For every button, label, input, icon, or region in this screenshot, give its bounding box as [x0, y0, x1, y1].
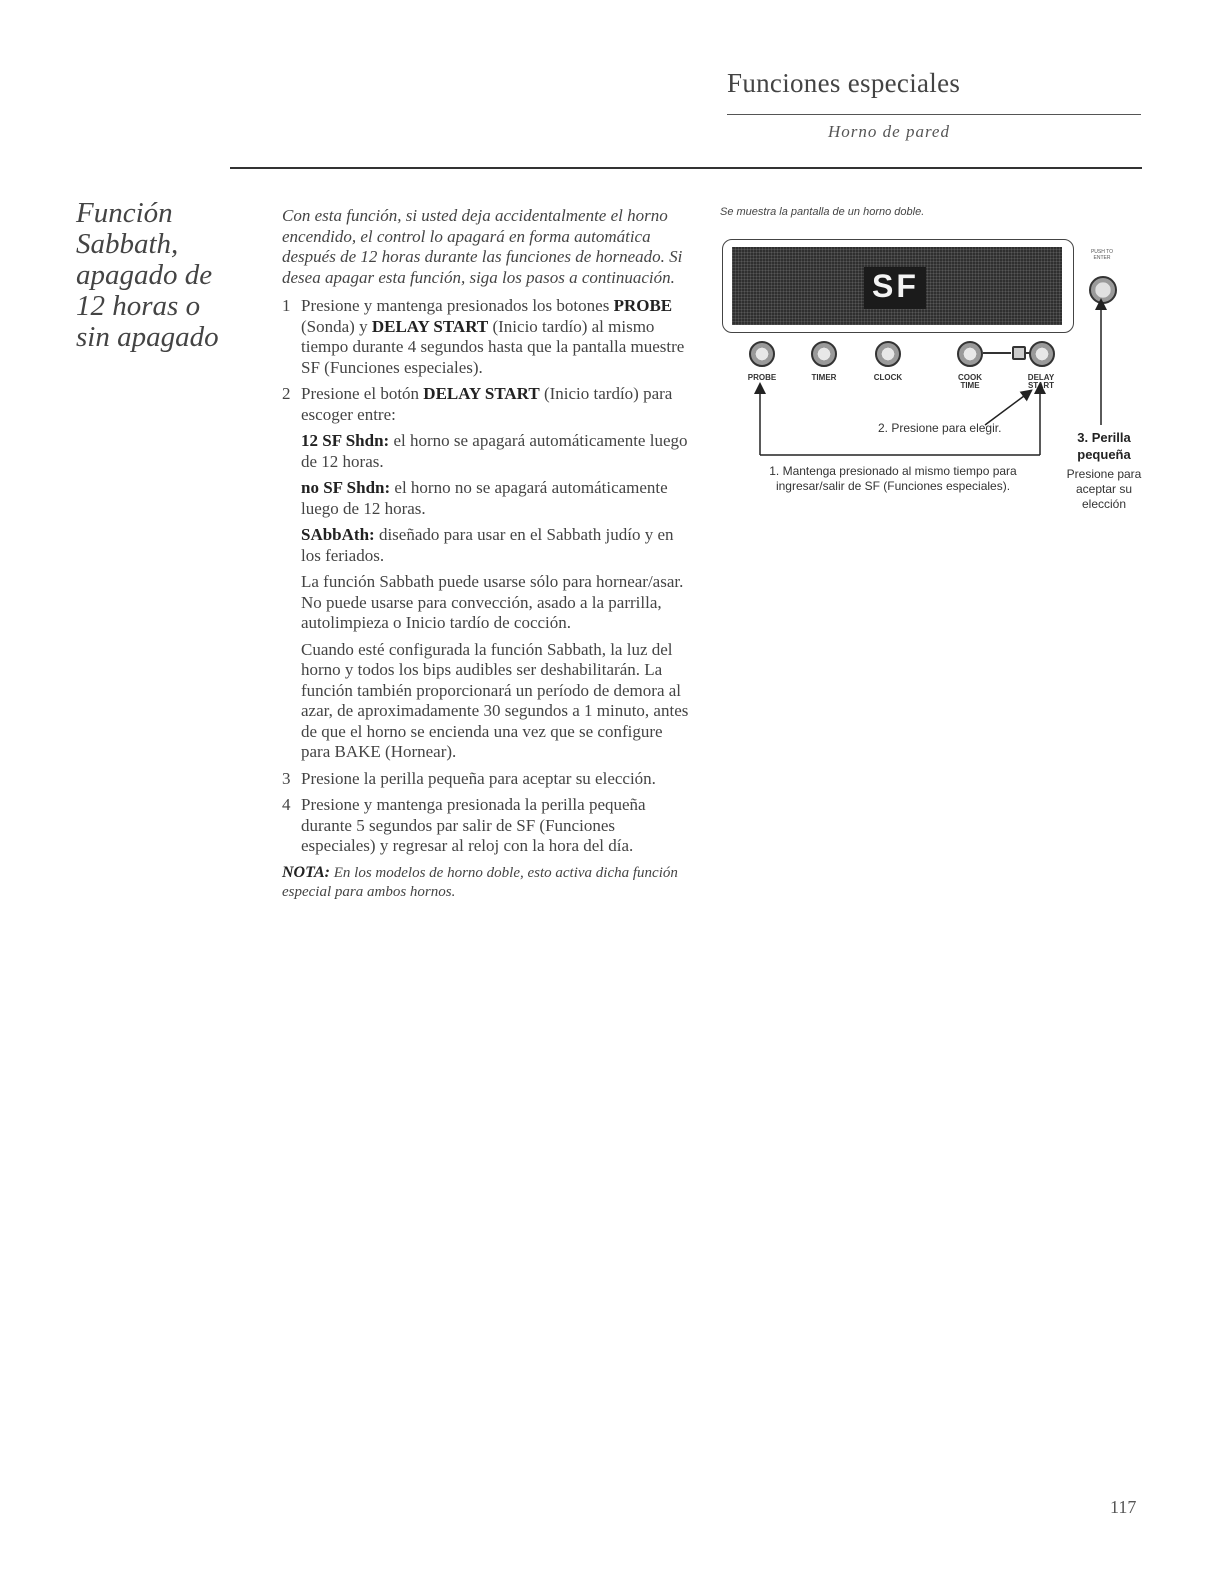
note-text: En los modelos de horno doble, esto activa dicha función especial para ambos hornos.: [282, 864, 678, 900]
header-divider: [727, 114, 1141, 115]
display-sf-text: SF: [872, 268, 919, 304]
step-text: (Inicio tardío) para escoger entre:: [301, 384, 673, 424]
delay-start-button-ref: DELAY START: [371, 316, 489, 336]
step-1: [282, 296, 692, 378]
button-label-clock: CLOCK: [873, 373, 903, 382]
note-label: NOTA:: [282, 863, 330, 881]
intro-paragraph: Con esta función, si usted deja accidentalmente el horno encendido, el control lo apagará en forma automática después de 12 horas durante las funciones de horneado. Si desea apagar esta función, siga los pasos a continuación.: [282, 206, 683, 287]
button-label-probe: PROBE: [747, 373, 777, 382]
button-label-timer: TIMER: [811, 373, 837, 382]
delay-start-button-ref: DELAY START: [423, 384, 540, 403]
callout-1: 1. Mantenga presionado al mismo tiempo para ingresar/salir de SF (Funciones especiales).: [769, 464, 1017, 493]
option-no-sf-shdn: [301, 478, 692, 519]
step-2: [282, 384, 692, 425]
option-label: no SF Shdn:: [301, 478, 391, 497]
step-text: Presione la perilla pequeña para aceptar su elección.: [301, 768, 656, 788]
knob-label: PUSH TO ENTER: [1090, 249, 1114, 261]
step-text: (Inicio tardío) al mismo tiempo durante 4 segundos hasta que la pantalla muestre SF (Funciones especiales).: [301, 316, 685, 377]
step-4: [282, 795, 692, 857]
page-header-title: Funciones especiales: [727, 68, 961, 98]
step-number: 2: [282, 384, 291, 403]
option-sabbath: [301, 525, 692, 566]
callout-2: 2. Presione para elegir.: [878, 421, 1002, 435]
page-number: 117: [1110, 1497, 1137, 1517]
option-label: SAbbAth:: [301, 525, 375, 544]
option-12-sf-shdn: [301, 431, 692, 472]
page-header-subtitle: Horno de pared: [828, 122, 950, 141]
step-text: (Sonda) y: [301, 316, 372, 336]
step-number: 3: [282, 768, 291, 788]
button-label-cook-time: COOK TIME: [958, 373, 982, 390]
step-3: [282, 769, 692, 790]
probe-button-ref: PROBE: [613, 296, 673, 315]
section-divider: [230, 167, 1142, 169]
section-title: Función Sabbath, apagado de 12 horas o sin apagado: [76, 197, 219, 353]
instructions-column: [282, 206, 692, 917]
option-text: el horno se apagará automáticamente luego de 12 horas.: [301, 431, 688, 471]
note: [282, 863, 692, 902]
callout-3-title: 3. Perilla pequeña: [1077, 430, 1131, 462]
button-label-delay-start: DELAY START: [1027, 373, 1055, 390]
step-text: Presione y mantenga presionados los botones: [301, 296, 614, 315]
step-text: Presione y mantenga presionada la perilla pequeña durante 5 segundos par salir de SF (Funciones especiales) y regresar al reloj con la hora del día.: [301, 795, 646, 855]
option-label: 12 SF Shdn:: [301, 431, 390, 450]
option-text: el horno no se apagará automáticamente luego de 12 horas.: [301, 478, 668, 518]
figure-caption: Se muestra la pantalla de un horno doble.: [720, 206, 925, 218]
step-number: 1: [282, 296, 291, 315]
sabbath-config-paragraph: Cuando esté configurada la función Sabbath, la luz del horno y todos los bips audibles ser deshabilitarán. La función también proporcionará un período de demora al azar, de aproximadamente 30 segundos a 1 minuto, antes de que el horno se encienda una vez que se configure para BAKE (Hornear).: [301, 639, 689, 761]
step-text: Presione el botón: [301, 384, 424, 403]
option-text: diseñado para usar en el Sabbath judío y en los feriados.: [301, 525, 674, 565]
sabbath-usage-paragraph: La función Sabbath puede usarse sólo para hornear/asar. No puede usarse para convección, asado a la parrilla, autolimpieza o Inicio tardío de cocción.: [301, 572, 684, 632]
step-number: 4: [282, 795, 291, 814]
callout-3-text: Presione para aceptar su elección: [1066, 467, 1142, 511]
